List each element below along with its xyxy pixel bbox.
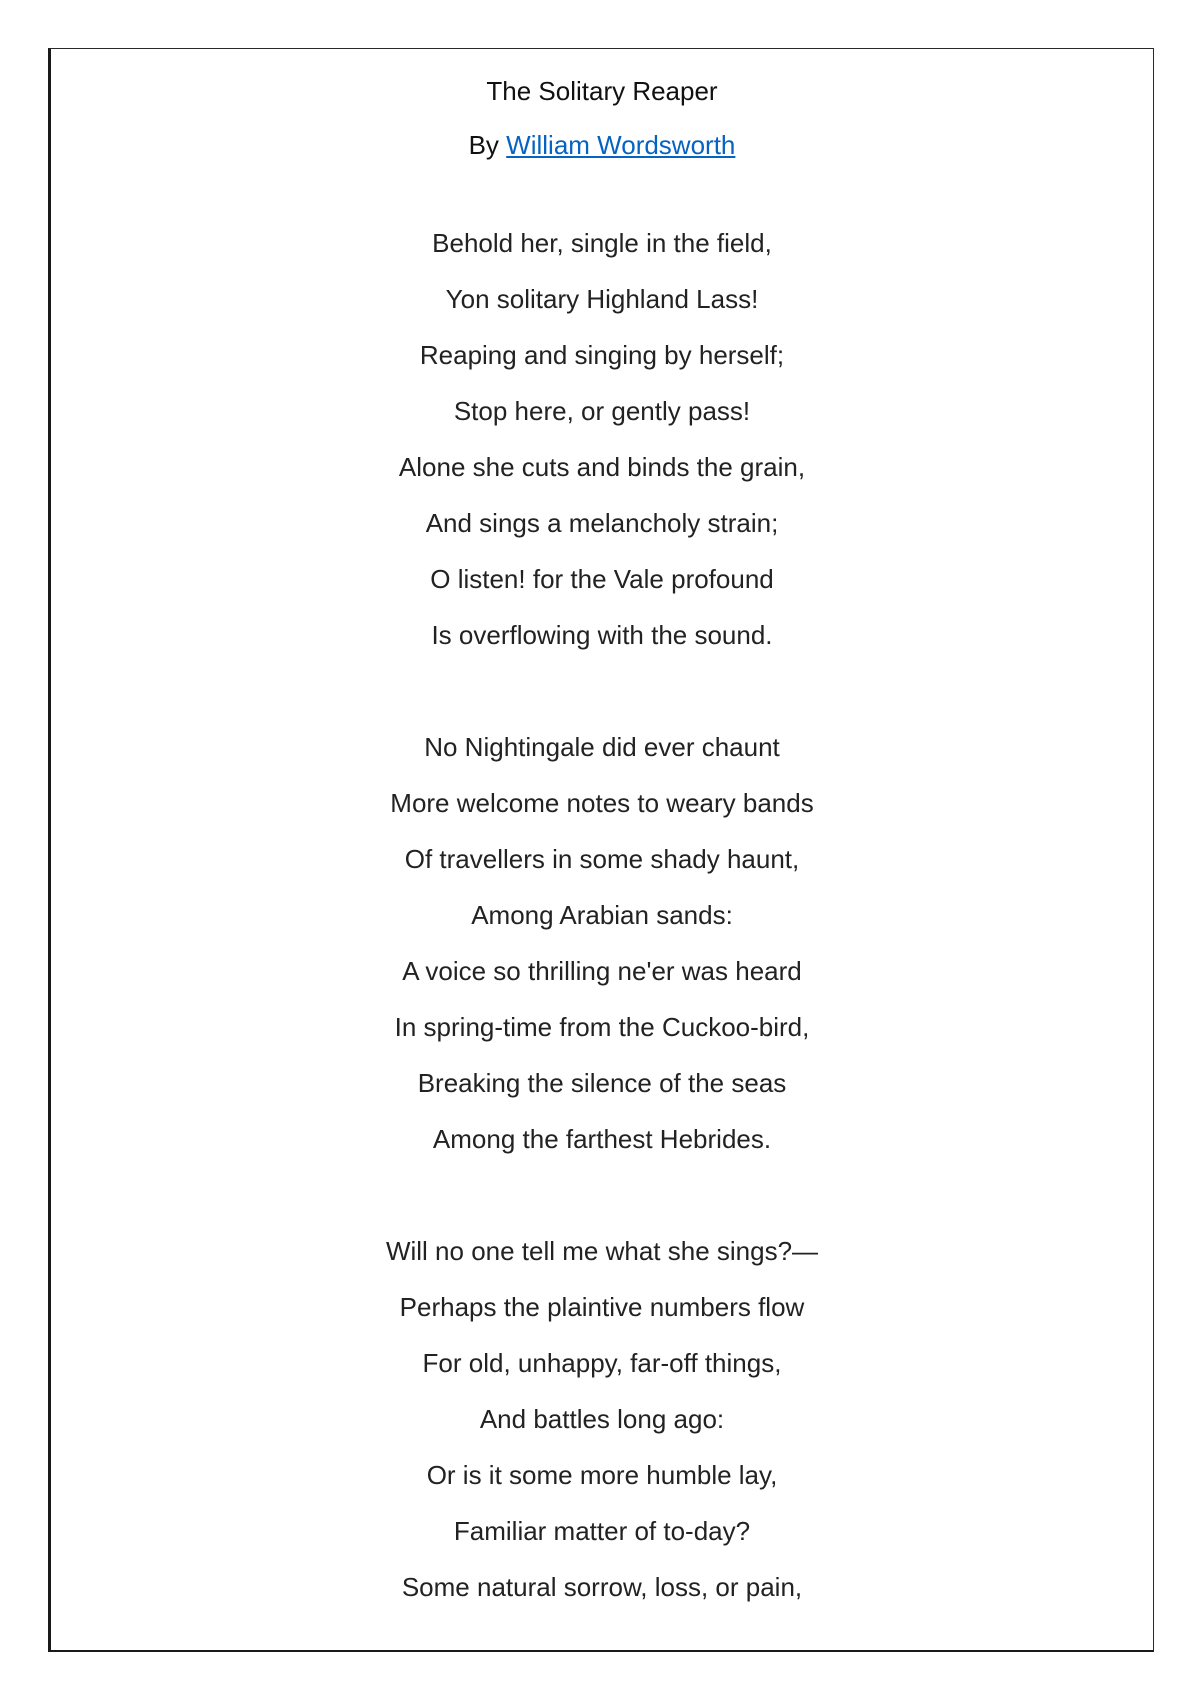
poem-line: Or is it some more humble lay, [426,1460,778,1490]
stanza-gap [51,673,1153,729]
poem-line: Behold her, single in the field, [432,228,772,258]
poem-line: Will no one tell me what she sings?— [385,1236,819,1266]
poem-body [51,225,1153,1625]
poem-title: The Solitary Reaper [486,76,718,106]
poem-line: No Nightingale did ever chaunt [424,732,780,762]
poem-line: Of travellers in some shady haunt, [404,844,800,874]
poem-line: More welcome notes to weary bands [390,788,814,818]
poem-line: Reaping and singing by herself; [419,340,785,370]
poem-line: Familiar matter of to-day? [453,1516,751,1546]
poem-line: A voice so thrilling ne'er was heard [402,956,802,986]
poem-line: Among Arabian sands: [471,900,733,930]
byline-prefix: By [468,130,507,160]
author-link[interactable]: William Wordsworth [506,130,736,160]
poem-line: And battles long ago: [479,1404,725,1434]
poem-line: Breaking the silence of the seas [417,1068,787,1098]
poem-line: Stop here, or gently pass! [453,396,751,426]
poem-line: In spring-time from the Cuckoo-bird, [394,1012,810,1042]
stanza-3 [51,1233,1153,1625]
poem-line: Perhaps the plaintive numbers flow [399,1292,805,1322]
poem-line: O listen! for the Vale profound [430,564,774,594]
poem-line: Among the farthest Hebrides. [432,1124,772,1154]
poem-line: And sings a melancholy strain; [425,508,779,538]
poem-line: Some natural sorrow, loss, or pain, [401,1572,803,1602]
stanza-1 [51,225,1153,673]
document-page [48,48,1154,1652]
poem-line: Alone she cuts and binds the grain, [398,452,806,482]
stanza-2 [51,729,1153,1177]
poem-line: Yon solitary Highland Lass! [445,284,759,314]
stanza-gap [51,1177,1153,1233]
byline [51,127,1153,163]
poem-line: For old, unhappy, far-off things, [422,1348,782,1378]
poem-line: Is overflowing with the sound. [431,620,773,650]
